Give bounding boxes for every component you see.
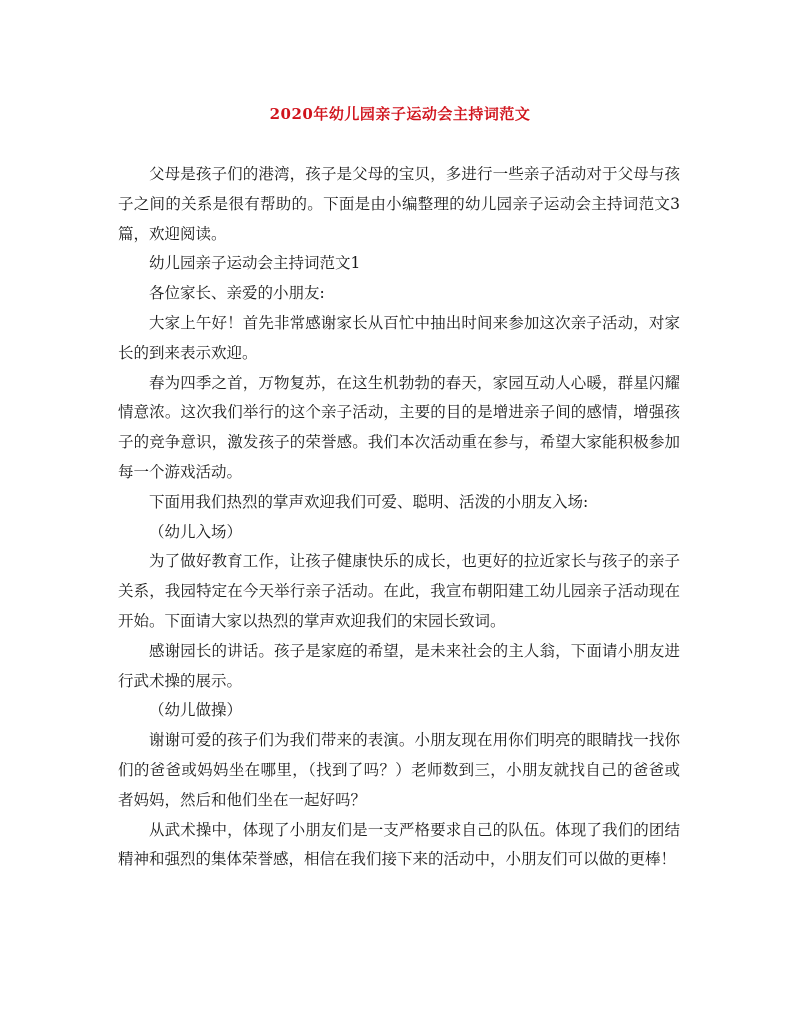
paragraph-salutation: 各位家长、亲爱的小朋友: — [149, 284, 325, 303]
document-body — [118, 160, 680, 875]
paragraph-thanks-principal: 感谢园长的讲话。孩子是家庭的希望，是未来社会的主人翁，下面请小朋友进行武术操的展示。 — [118, 641, 680, 690]
document-title: 2020年幼儿园亲子运动会主持词范文 — [269, 105, 531, 123]
paragraph-heading-sample-1: 幼儿园亲子运动会主持词范文1 — [149, 254, 361, 273]
paragraph-greeting: 大家上午好！首先非常感谢家长从百忙中抽出时间来参加这次亲子活动，对家长的到来表示欢迎。 — [118, 313, 680, 362]
paragraph-opening: 为了做好教育工作，让孩子健康快乐的成长，也更好的拉近家长与孩子的亲子关系，我园特定在今天举行亲子活动。在此，我宣布朝阳建工幼儿园亲子活动现在开始。下面请大家以热烈的掌声欢迎我们的宋园长致词。 — [118, 552, 680, 630]
paragraph-stage-note-exercise: （幼儿做操） — [149, 701, 243, 720]
paragraph-entrance-invite: 下面用我们热烈的掌声欢迎我们可爱、聪明、活泼的小朋友入场: — [149, 492, 589, 511]
paragraph-find-parents: 谢谢可爱的孩子们为我们带来的表演。小朋友现在用你们明亮的眼睛找一找你们的爸爸或妈妈坐在哪里，（找到了吗？）老师数到三，小朋友就找自己的爸爸或者妈妈，然后和他们坐在一起好吗？ — [118, 731, 680, 809]
paragraph-intro: 父母是孩子们的港湾，孩子是父母的宝贝，多进行一些亲子活动对于父母与孩子之间的关系是很有帮助的。下面是由小编整理的幼儿园亲子运动会主持词范文3篇，欢迎阅读。 — [118, 165, 680, 243]
paragraph-spring: 春为四季之首，万物复苏，在这生机勃勃的春天，家园互动人心暖，群星闪耀情意浓。这次我们举行的这个亲子活动，主要的目的是增进亲子间的感情，增强孩子的竞争意识，激发孩子的荣誉感。我们本次活动重在参与，希望大家能积极参加每一个游戏活动。 — [118, 373, 680, 481]
paragraph-stage-note-entrance: （幼儿入场） — [149, 522, 243, 541]
paragraph-team-spirit: 从武术操中，体现了小朋友们是一支严格要求自己的队伍。体现了我们的团结精神和强烈的集体荣誉感，相信在我们接下来的活动中，小朋友们可以做的更棒！ — [118, 820, 680, 869]
